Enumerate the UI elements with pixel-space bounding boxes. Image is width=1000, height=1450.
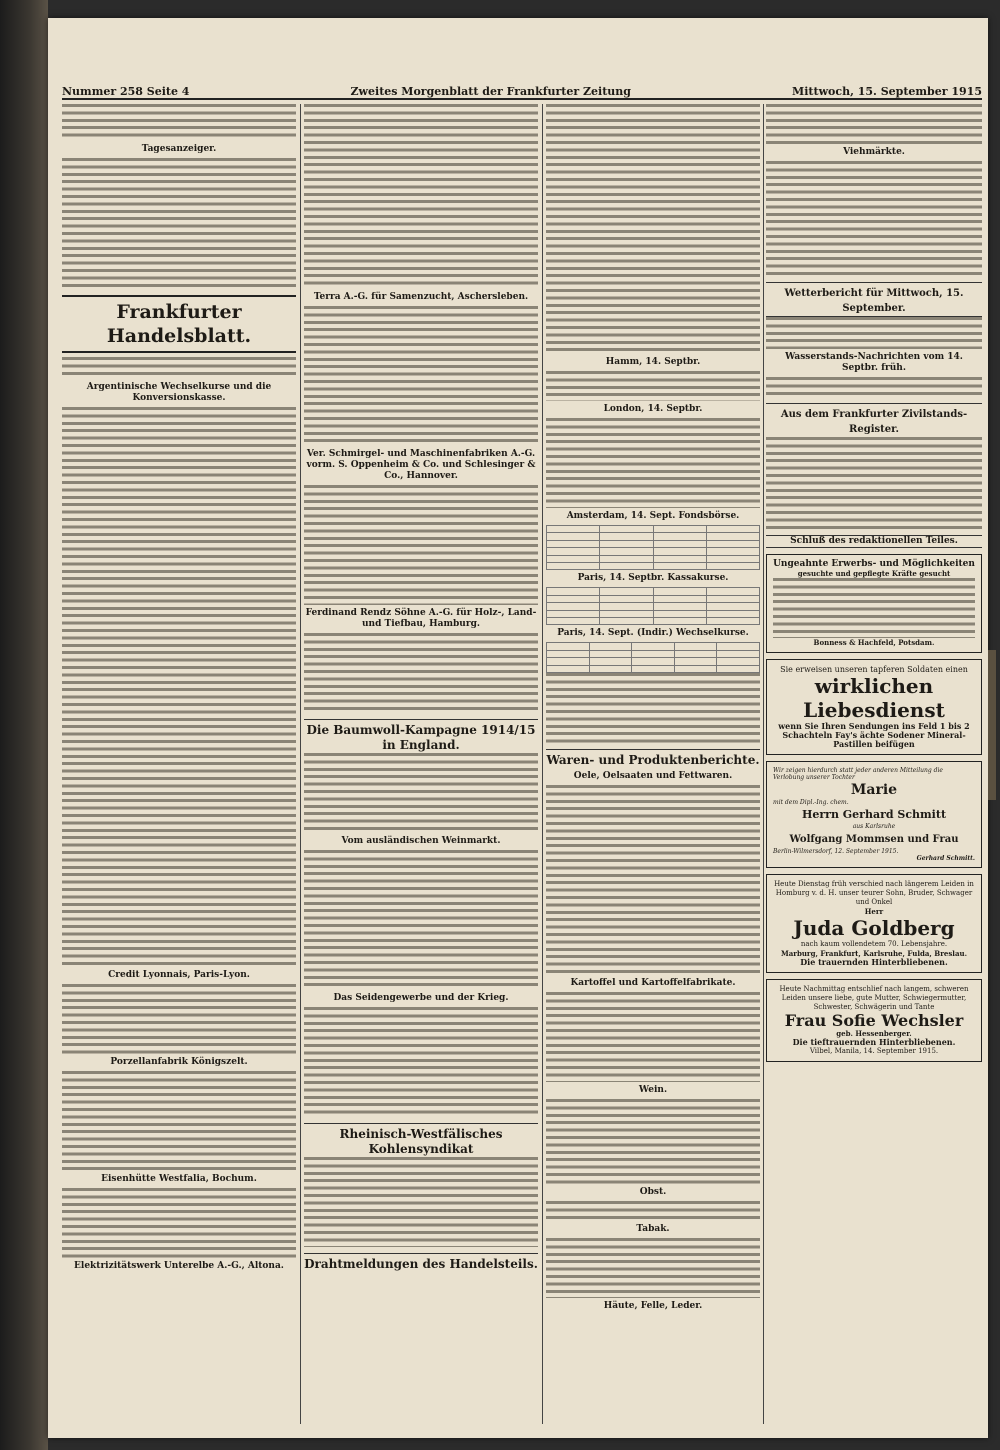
pastillen-ad [766, 659, 982, 755]
text-block [304, 850, 538, 990]
text-block [546, 1238, 760, 1298]
text-block [62, 1071, 296, 1171]
section-heading: Wein. [638, 1085, 668, 1096]
engagement-signature: Gerhard Schmitt. [916, 855, 975, 863]
engagement-with: mit dem Dipl.-Ing. chem. [773, 798, 849, 806]
section-heading: Elektrizitätswerk Unterelbe A.-G., Altona. [74, 1261, 284, 1272]
section-heading: Obst. [639, 1187, 667, 1198]
deceased-name: Juda Goldberg [793, 916, 955, 941]
text-block [546, 1099, 760, 1184]
text-block [62, 357, 296, 379]
section-heading: Terra A.-G. für Samenzucht, Aschersleben. [313, 292, 529, 302]
ad-title: wirklichen Liebesdienst [803, 674, 945, 722]
job-ad [766, 554, 982, 653]
section-heading: Porzellanfabrik Königszelt. [110, 1057, 248, 1068]
article-title: Die Baumwoll-Kampagne 1914/15 in England. [304, 719, 538, 753]
issue-date: Mittwoch, 15. September 1915 [792, 85, 982, 98]
text-block [546, 992, 760, 1082]
ad-body: wenn Sie Ihren Sendungen ins Feld 1 bis 2 Schachteln Fay's ächte Sodener Mineral-Pastillen beifügen [778, 721, 970, 749]
text-block [546, 673, 760, 743]
issue-number: Nummer 258 Seite 4 [62, 85, 190, 98]
deceased-born: geb. Hessenberger. [836, 1029, 912, 1039]
mourners: Die trauernden Hinterbliebenen. [800, 957, 948, 968]
ad-footer: Bonness & Hachfeld, Potsdam. [813, 638, 935, 647]
text-block [62, 104, 296, 141]
text-block [304, 1157, 538, 1247]
tagesanzeiger-heading: Tagesanzeiger. [141, 144, 217, 154]
article-title: Drahtmeldungen des Handelsteils. [304, 1253, 538, 1272]
quote-table [546, 642, 760, 673]
deceased-name: Frau Sofie Wechsler [784, 1011, 964, 1031]
death-notice-goldberg [766, 874, 982, 973]
section-heading: Kartoffel und Kartoffelfabrikate. [570, 978, 736, 989]
article-title: Rheinisch-Westfälisches Kohlensyndikat [304, 1123, 538, 1157]
death-intro: Heute Dienstag früh verschied nach längerem Leiden in Homburg v. d. H. unser teurer Sohn, Bruder, Schwager und Onkel [774, 880, 974, 907]
section-heading: Oele, Oelsaaten und Fettwaren. [573, 771, 733, 782]
article-title: Argentinische Wechselkurse und die Konversionskasse. [86, 382, 272, 404]
text-block [766, 437, 982, 532]
text-block [546, 785, 760, 975]
section-heading: Ver. Schmirgel- und Maschinenfabriken A.-G. vorm. S. Oppenheim & Co. und Schlesinger & Co., Hannover. [306, 449, 536, 481]
weather-heading: Wetterbericht für Mittwoch, 15. September. [766, 282, 982, 317]
column-rule [763, 104, 764, 1424]
ad-headline: Ungeahnte Erwerbs- und Möglichkeiten [773, 559, 975, 569]
newspaper-title: Zweites Morgenblatt der Frankfurter Zeitung [350, 85, 631, 98]
article-title: Waren- und Produktenberichte. [546, 749, 760, 768]
text-block [304, 753, 538, 833]
death-notice-wechsler [766, 979, 982, 1062]
section-heading: Das Seidengewerbe und der Krieg. [333, 993, 509, 1003]
groom-name: Herrn Gerhard Schmitt [801, 808, 947, 822]
text-block [766, 104, 982, 144]
quote-table [546, 587, 760, 625]
column-2 [304, 104, 538, 1272]
groom-origin: aus Karlsruhe [852, 823, 896, 831]
death-places: Marburg, Frankfurt, Karlsruhe, Fulda, Breslau. [780, 949, 968, 959]
text-block [766, 317, 982, 349]
editorial-end: Schluß des redaktionellen Teiles. [766, 535, 982, 548]
text-block [304, 104, 538, 289]
column-4 [766, 104, 982, 1068]
quote-table [546, 525, 760, 570]
death-intro: Heute Nachmittag entschlief nach langem, schweren Leiden unsere liebe, gute Mutter, Schwiegermutter, Schwester, Schwägerin und Tante [779, 985, 969, 1012]
column-1 [62, 104, 296, 1275]
column-rule [542, 104, 543, 1424]
mourners: Die tieftrauernden Hinterbliebenen. [792, 1037, 956, 1048]
section-heading: Vom ausländischen Weinmarkt. [341, 836, 501, 846]
masthead [62, 82, 982, 100]
section-heading: Hamm, 14. Septbr. [605, 357, 701, 367]
engagement-place: Berlin-Wilmersdorf, 12. September 1915. [773, 847, 899, 855]
engagement-intro: Wir zeigen hierdurch statt jeder anderen Mitteilung die Verlobung unserer Tochter [773, 767, 943, 782]
section-heading: Wasserstands-Nachrichten vom 14. Septbr. früh. [785, 352, 963, 373]
deceased-age: nach kaum vollendetem 70. Lebensjahre. [800, 940, 948, 949]
column-3 [546, 104, 760, 1315]
section-heading: Amsterdam, 14. Sept. Fondsbörse. [566, 511, 740, 521]
text-block [304, 485, 538, 605]
text-block [766, 377, 982, 397]
section-heading: Viehmärkte. [843, 147, 905, 157]
section-heading: Paris, 14. Sept. (Indir.) Wechselkurse. [557, 628, 749, 639]
ad-intro: Sie erweisen unseren tapferen Soldaten einen [780, 665, 968, 674]
text-block [766, 161, 982, 276]
text-block [546, 371, 760, 401]
bride-name: Marie [850, 781, 898, 798]
text-block [62, 984, 296, 1054]
text-block [62, 158, 296, 291]
section-heading: London, 14. Septbr. [603, 404, 703, 414]
column-rule [300, 104, 301, 1424]
text-block [546, 418, 760, 508]
section-heading: Eisenhütte Westfalia, Bochum. [101, 1174, 257, 1185]
section-heading: Tabak. [636, 1224, 670, 1235]
section-heading: Ferdinand Rendz Söhne A.-G. für Holz-, Land- und Tiefbau, Hamburg. [305, 608, 537, 629]
page-edge-mark [988, 650, 996, 800]
ad-subline: gesuchte und gepflegte Kräfte gesucht [797, 569, 951, 578]
text-block [304, 633, 538, 713]
engagement-notice [766, 761, 982, 868]
section-heading: Paris, 14. Septbr. Kassakurse. [577, 573, 729, 584]
section-heading: Häute, Felle, Leder. [603, 1301, 703, 1312]
section-heading: Credit Lyonnais, Paris-Lyon. [108, 970, 250, 981]
text-block [773, 578, 975, 638]
book-spine [0, 0, 48, 1450]
death-place: Vilbel, Manila, 14. September 1915. [809, 1047, 939, 1056]
text-block [304, 306, 538, 446]
handelsblatt-heading: Frankfurter Handelsblatt. [62, 295, 296, 353]
text-block [62, 407, 296, 967]
text-block [546, 104, 760, 354]
text-block [546, 1201, 760, 1221]
text-block [304, 1007, 538, 1117]
parents-names: Wolfgang Mommsen und Frau [789, 833, 959, 845]
death-herr: Herr [864, 907, 884, 917]
text-block [62, 1188, 296, 1258]
zivilstand-heading: Aus dem Frankfurter Zivilstands-Register. [766, 403, 982, 437]
